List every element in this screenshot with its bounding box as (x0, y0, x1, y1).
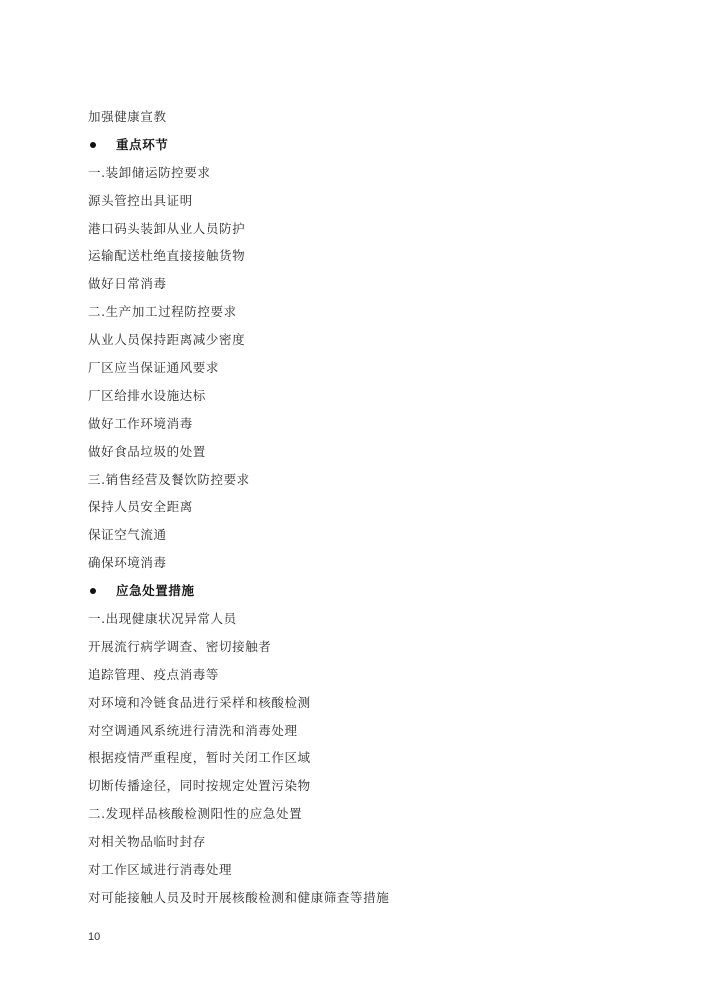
text-line (88, 605, 648, 633)
text-line (88, 717, 648, 745)
text-line (88, 521, 648, 549)
line-text: 源头管控出具证明 (88, 192, 193, 208)
line-text: 二.发现样品核酸检测阳性的应急处置 (88, 806, 303, 822)
text-line (88, 828, 648, 856)
text-line (88, 159, 648, 187)
line-text: 做好工作环境消毒 (88, 415, 193, 431)
line-text: 保持人员安全距离 (88, 499, 193, 515)
heading-label: 应急处置措施 (116, 583, 195, 599)
section-heading (88, 577, 648, 605)
line-text: 对可能接触人员及时开展核酸检测和健康筛查等措施 (88, 889, 390, 905)
text-line (88, 410, 648, 438)
line-text: 对空调通风系统进行清洗和消毒处理 (88, 722, 298, 738)
text-line (88, 466, 648, 494)
line-text: 从业人员保持距离减少密度 (88, 332, 246, 348)
bullet-icon (90, 142, 96, 148)
line-text: 二.生产加工过程防控要求 (88, 304, 237, 320)
text-line (88, 326, 648, 354)
text-line (88, 382, 648, 410)
text-line (88, 298, 648, 326)
line-text: 对相关物品临时封存 (88, 834, 206, 850)
text-line (88, 242, 648, 270)
text-line (88, 103, 648, 131)
line-text: 厂区给排水设施达标 (88, 387, 206, 403)
section-heading (88, 131, 648, 159)
line-text: 对工作区域进行消毒处理 (88, 862, 233, 878)
page-number: 10 (88, 931, 101, 943)
text-line (88, 884, 648, 912)
text-line (88, 633, 648, 661)
text-line (88, 438, 648, 466)
text-line (88, 800, 648, 828)
text-line (88, 856, 648, 884)
line-text: 运输配送杜绝直接接触货物 (88, 248, 246, 264)
line-text: 一.装卸储运防控要求 (88, 164, 211, 180)
line-text: 切断传播途径，同时按规定处置污染物 (88, 778, 311, 794)
line-text: 追踪管理、疫点消毒等 (88, 666, 220, 682)
text-line (88, 772, 648, 800)
line-text: 三.销售经营及餐饮防控要求 (88, 471, 250, 487)
line-text: 港口码头装卸从业人员防护 (88, 220, 246, 236)
text-line (88, 215, 648, 243)
line-text: 开展流行病学调查、密切接触者 (88, 638, 272, 654)
bullet-icon (90, 588, 96, 594)
text-line (88, 689, 648, 717)
text-line (88, 493, 648, 521)
line-text: 加强健康宣教 (88, 109, 167, 124)
line-text: 厂区应当保证通风要求 (88, 360, 220, 376)
text-line (88, 744, 648, 772)
line-text: 一.出现健康状况异常人员 (88, 611, 237, 627)
line-text: 做好食品垃圾的处置 (88, 443, 206, 459)
line-text: 确保环境消毒 (88, 555, 167, 571)
text-line (88, 270, 648, 298)
document-body (88, 103, 648, 912)
line-text: 保证空气流通 (88, 527, 167, 543)
line-text: 做好日常消毒 (88, 276, 167, 292)
text-line (88, 661, 648, 689)
line-text: 对环境和冷链食品进行采样和核酸检测 (88, 694, 311, 710)
line-text: 根据疫情严重程度，暂时关闭工作区域 (88, 750, 311, 766)
text-line (88, 187, 648, 215)
text-line (88, 549, 648, 577)
heading-label: 重点环节 (116, 136, 169, 152)
text-line (88, 354, 648, 382)
